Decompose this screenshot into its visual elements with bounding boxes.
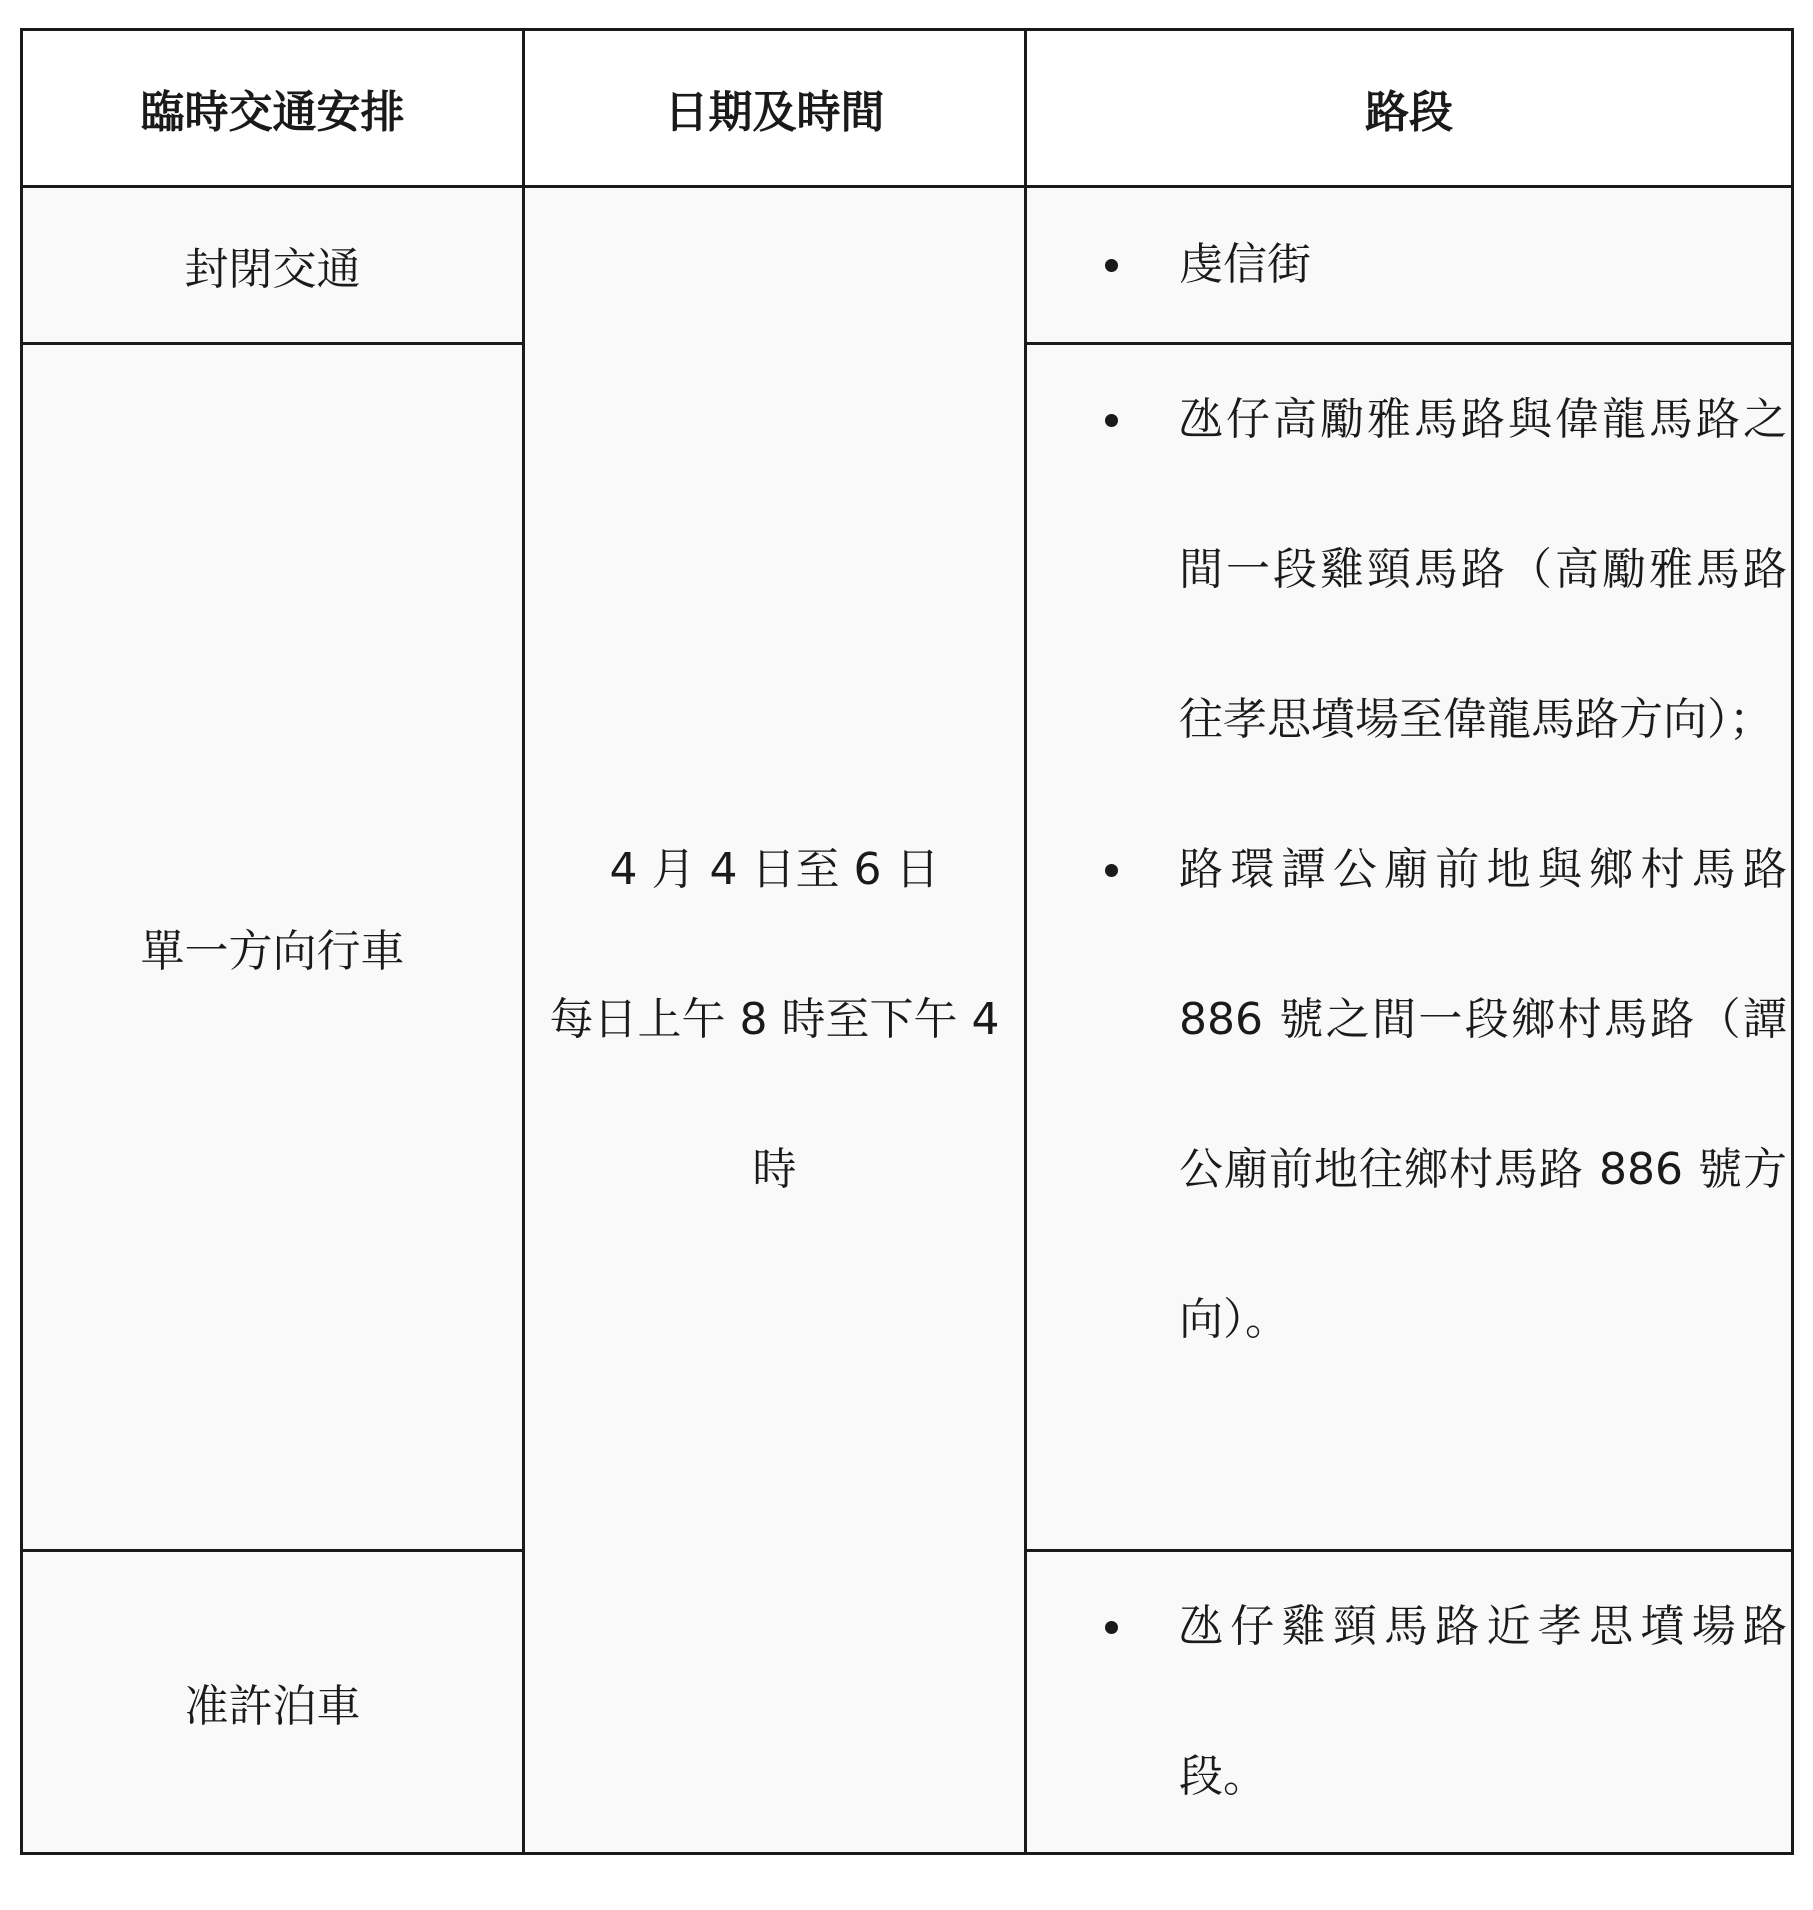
road-segment-cell [1026, 1551, 1793, 1854]
arrangement-cell: 單一方向行車 [22, 344, 524, 1551]
header-road-segment: 路段 [1026, 30, 1793, 187]
header-arrangement: 臨時交通安排 [22, 30, 524, 187]
segment-list [1027, 188, 1791, 342]
header-row [22, 30, 1793, 187]
road-segment-cell [1026, 344, 1793, 1551]
list-item: 路環譚公廟前地與鄉村馬路 886 號之間一段鄉村馬路（譚公廟前地往鄉村馬路 886 號方向）。 [1027, 795, 1791, 1395]
time-range: 每日上午 8 時至下午 4 時 [549, 994, 1000, 1195]
segment-list [1027, 1552, 1791, 1852]
list-item: 氹仔高勵雅馬路與偉龍馬路之間一段雞頸馬路（高勵雅馬路往孝思墳場至偉龍馬路方向）； [1027, 345, 1791, 795]
road-segment-cell [1026, 187, 1793, 344]
arrangement-cell: 封閉交通 [22, 187, 524, 344]
list-item: 虔信街 [1027, 188, 1791, 342]
header-date-time: 日期及時間 [524, 30, 1026, 187]
table-header [22, 30, 1793, 187]
traffic-arrangement-table [20, 28, 1794, 1855]
table-body [22, 187, 1793, 1854]
arrangement-cell: 准許泊車 [22, 1551, 524, 1854]
date-time-cell [524, 187, 1026, 1854]
list-item: 氹仔雞頸馬路近孝思墳場路段。 [1027, 1552, 1791, 1852]
date-range: 4 月 4 日至 6 日 [609, 844, 940, 895]
segment-list [1027, 345, 1791, 1395]
table-row [22, 187, 1793, 344]
